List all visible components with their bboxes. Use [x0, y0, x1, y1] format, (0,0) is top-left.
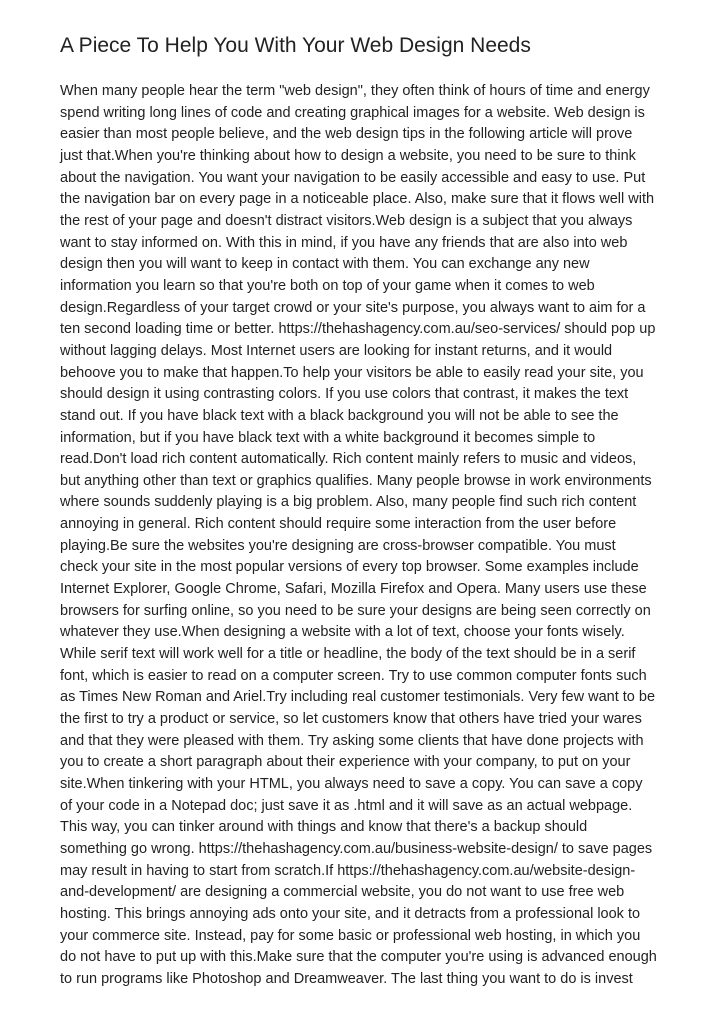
body-line: behoove you to make that happen.To help your visitors be able to easily read your site, you: [60, 364, 644, 381]
body-line: you to create a short paragraph about their experience with your company, to put on your: [60, 754, 631, 771]
body-line: of your code in a Notepad doc; just save it as .html and it will save as an actual webpage.: [60, 797, 633, 814]
body-line: but anything other than text or graphics qualifies. Many people browse in work environments: [60, 472, 652, 489]
body-line: ten second loading time or better. https://thehashagency.com.au/seo-services/ should pop up: [60, 321, 656, 338]
body-line: read.Don't load rich content automatically. Rich content mainly refers to music and videos,: [60, 451, 637, 468]
body-line: and-development/ are designing a commercial website, you do not want to use free web: [60, 884, 625, 901]
body-line: spend writing long lines of code and creating graphical images for a website. Web design is: [60, 104, 645, 121]
body-line: font, which is easier to read on a computer screen. Try to use common computer fonts such: [60, 667, 647, 684]
body-line: something go wrong. https://thehashagency.com.au/business-website-design/ to save pages: [60, 840, 653, 857]
body-line: information, but if you have black text with a white background it becomes simple to: [60, 429, 596, 446]
body-line: While serif text will work well for a title or headline, the body of the text should be in a serif: [60, 646, 636, 663]
body-line: may result in having to start from scratch.If https://thehashagency.com.au/website-design-: [60, 862, 636, 879]
body-line: about the navigation. You want your navigation to be easily accessible and easy to use. Put: [60, 169, 646, 186]
body-line: and that they were pleased with them. Try asking some clients that have done projects with: [60, 732, 644, 749]
body-line: Internet Explorer, Google Chrome, Safari, Mozilla Firefox and Opera. Many users use these: [60, 581, 647, 598]
body-line: check your site in the most popular versions of every top browser. Some examples include: [60, 559, 639, 576]
body-line: where sounds suddenly playing is a big problem. Also, many people find such rich content: [60, 494, 637, 511]
body-line: the rest of your page and doesn't distract visitors.Web design is a subject that you always: [60, 212, 633, 229]
body-line: design.Regardless of your target crowd or your site's purpose, you always want to aim for a: [60, 299, 646, 316]
body-line: When many people hear the term "web design", they often think of hours of time and energy: [60, 83, 650, 99]
body-line: information you learn so that you're both on top of your game when it comes to web: [60, 277, 595, 294]
body-line: site.When tinkering with your HTML, you always need to save a copy. You can save a copy: [60, 776, 643, 792]
body-line: browsers for surfing online, so you need to be sure your designs are being seen correctly on: [60, 602, 651, 619]
body-line: without lagging delays. Most Internet users are looking for instant returns, and it would: [60, 342, 613, 359]
body-line: the first to try a product or service, so let customers know that others have tried your wares: [60, 711, 642, 728]
document-body: [60, 81, 670, 991]
body-line: as Times New Roman and Ariel.Try including real customer testimonials. Very few want to be: [60, 689, 656, 706]
body-line: stand out. If you have black text with a black background you will not be able to see the: [60, 407, 619, 424]
body-line: hosting. This brings annoying ads onto your site, and it detracts from a professional look to: [60, 905, 641, 922]
body-line: This way, you can tinker around with things and know that there's a backup should: [60, 819, 588, 836]
body-line: annoying in general. Rich content should require some interaction from the user before: [60, 516, 617, 533]
document-title: A Piece To Help You With Your Web Design Needs: [60, 34, 531, 57]
body-line: whatever they use.When designing a website with a lot of text, choose your fonts wisely.: [60, 624, 625, 641]
body-line: want to stay informed on. With this in mind, if you have any friends that are also into web: [60, 234, 628, 251]
body-line: your commerce site. Instead, pay for some basic or professional web hosting, in which you: [60, 927, 641, 944]
body-line: playing.Be sure the websites you're designing are cross-browser compatible. You must: [60, 537, 616, 554]
body-line: should design it using contrasting colors. If you use colors that contrast, it makes the text: [60, 386, 629, 403]
body-line: the navigation bar on every page in a noticeable place. Also, make sure that it flows well with: [60, 191, 655, 208]
body-line: easier than most people believe, and the web design tips in the following article will prove: [60, 126, 633, 143]
body-line: design then you will want to keep in contact with them. You can exchange any new: [60, 256, 590, 273]
body-line: just that.When you're thinking about how to design a website, you need to be sure to think: [60, 147, 636, 164]
body-line: to run programs like Photoshop and Dreamweaver. The last thing you want to do is invest: [60, 970, 633, 987]
body-line: do not have to put up with this.Make sure that the computer you're using is advanced enough: [60, 949, 657, 966]
